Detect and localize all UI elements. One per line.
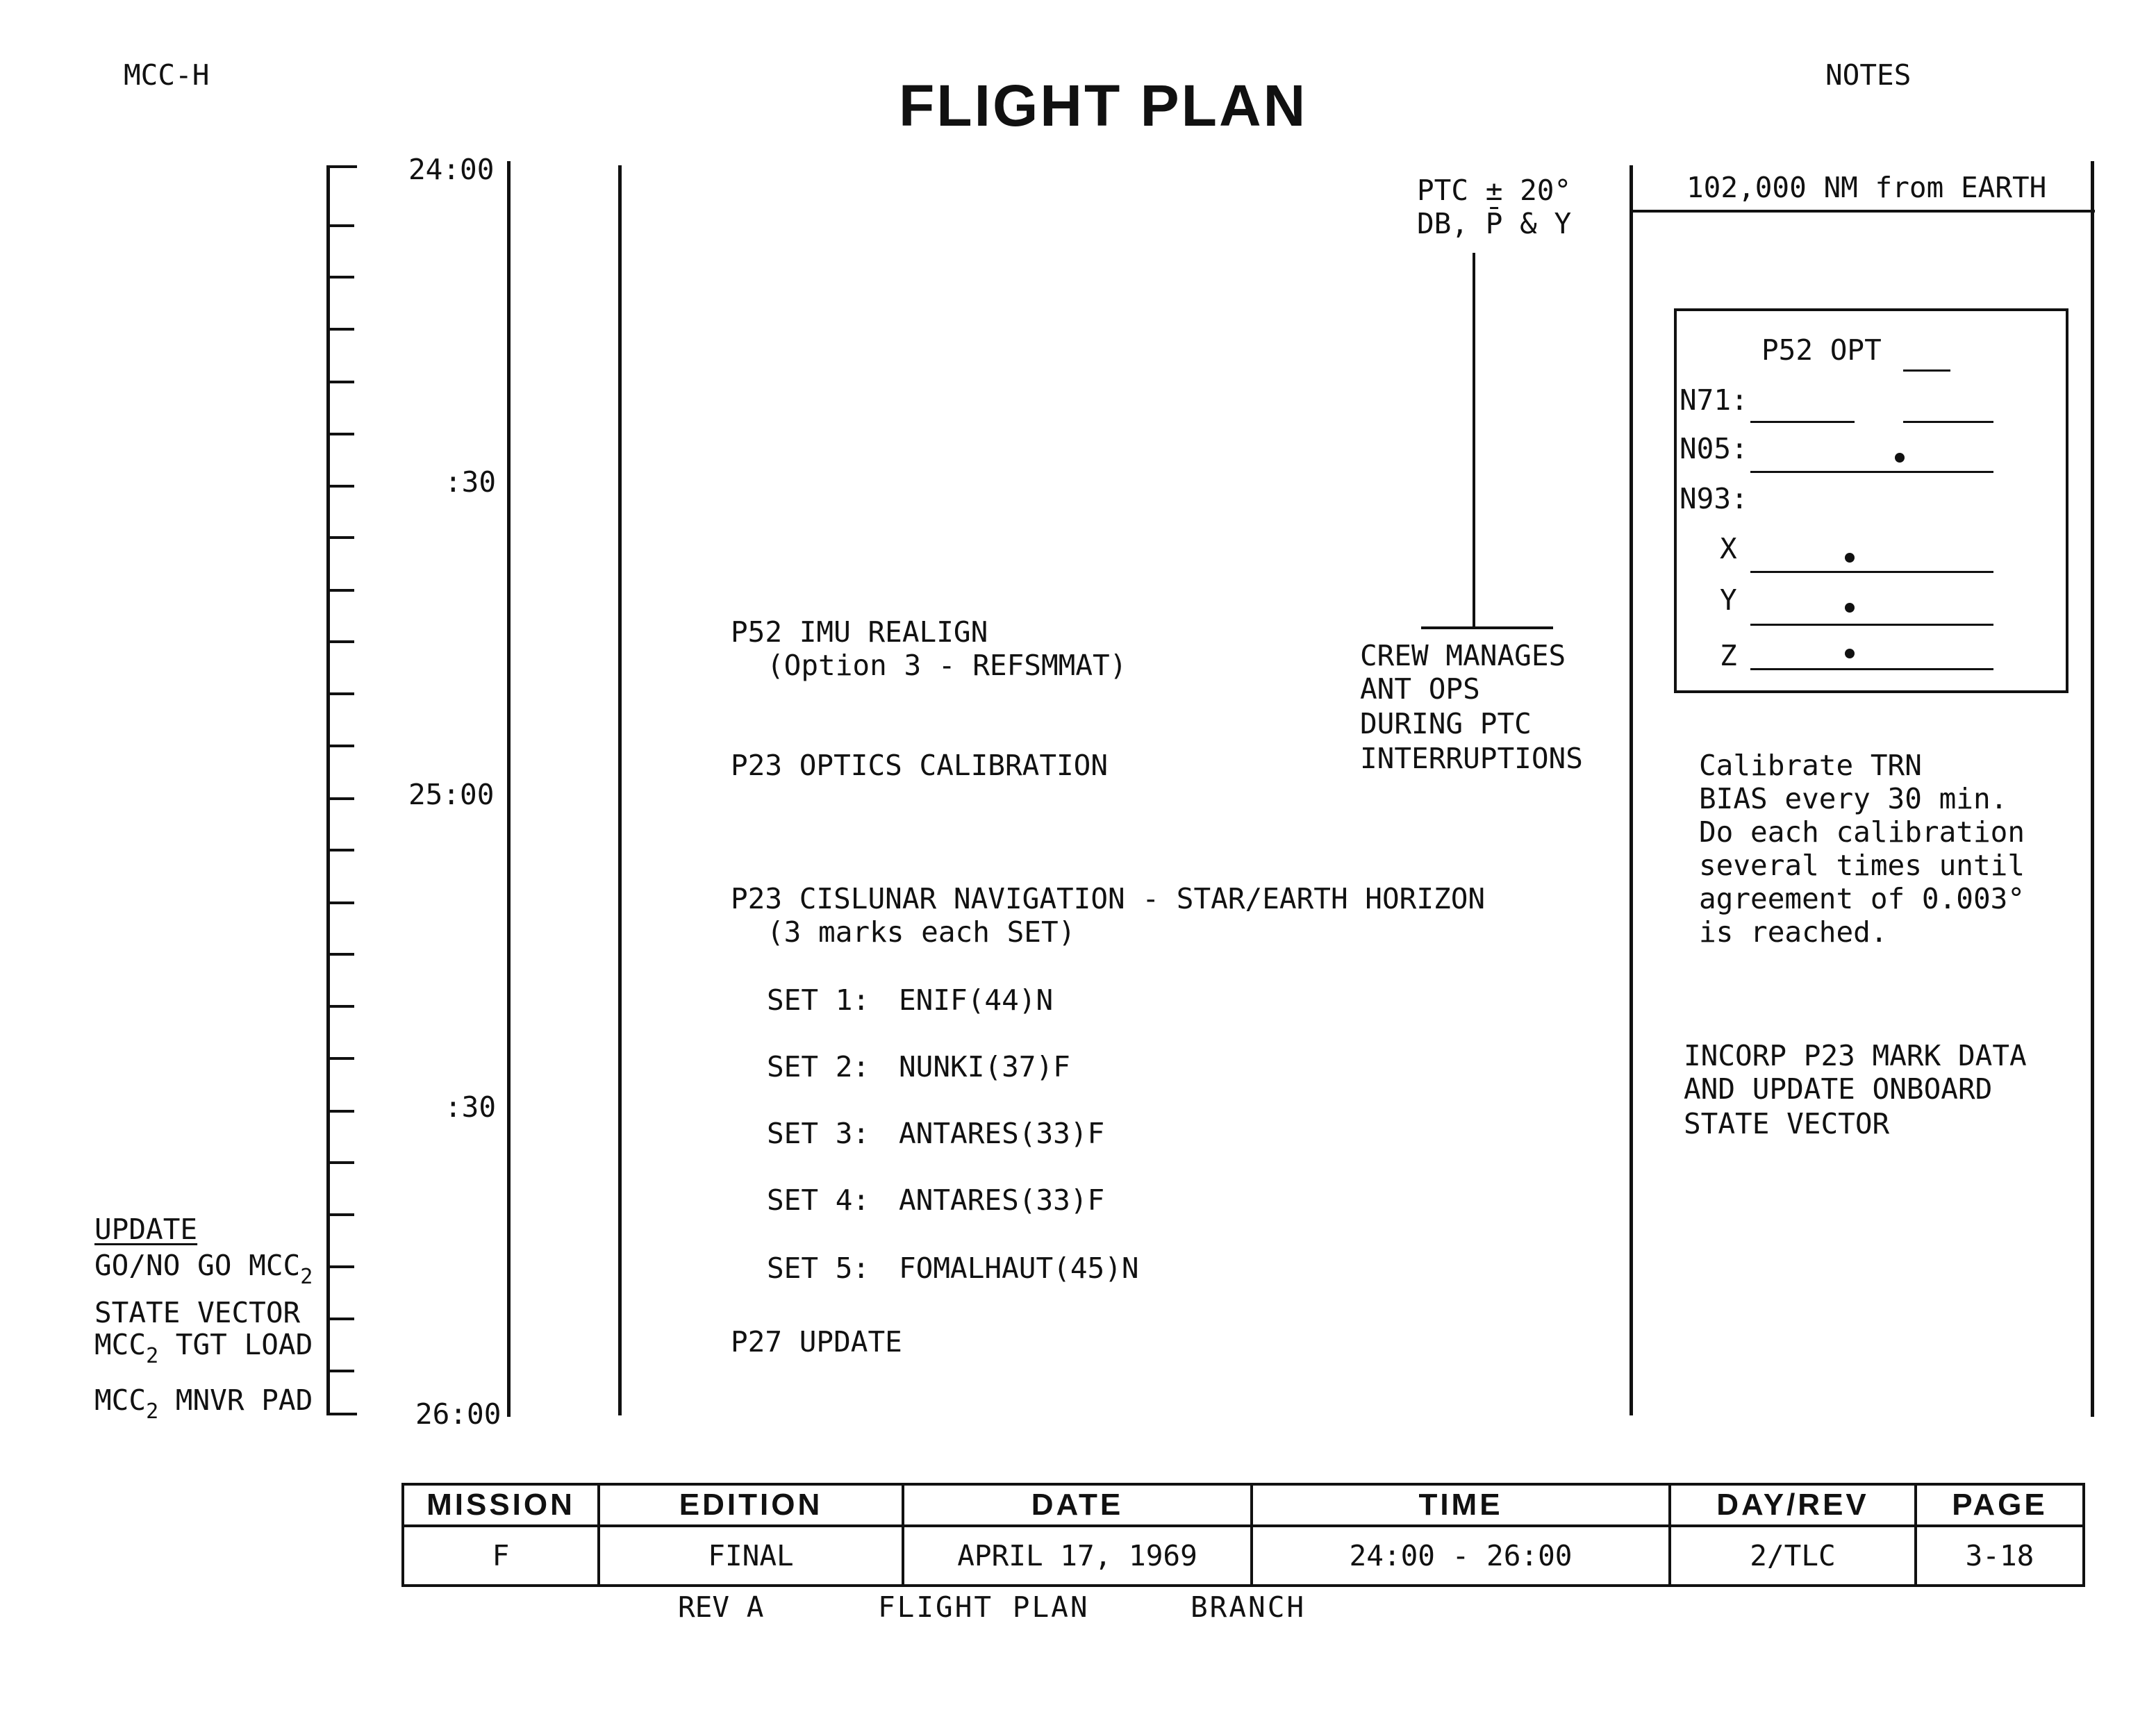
pad-blank	[1750, 668, 1993, 670]
pad-n05: N05:	[1680, 432, 1748, 465]
p27-update: P27 UPDATE	[731, 1325, 902, 1358]
ruler-tick	[326, 589, 354, 592]
ruler-tick	[326, 953, 354, 956]
time-label: :30	[445, 1090, 497, 1124]
calibration-note: is reached.	[1699, 915, 1888, 949]
footer-header-cell: EDITION	[599, 1484, 903, 1526]
ruler-tick	[326, 224, 354, 227]
p23-calibration: P23 OPTICS CALIBRATION	[731, 749, 1109, 782]
ruler-tick	[326, 1318, 354, 1320]
ruler-tick	[326, 381, 354, 383]
incorp-note: INCORP P23 MARK DATA	[1684, 1039, 2027, 1072]
p52-option: (Option 3 - REFSMMAT)	[767, 649, 1127, 682]
decimal-point	[1845, 649, 1855, 658]
footer-header-cell: PAGE	[1916, 1484, 2084, 1526]
calibration-note: Calibrate TRN	[1699, 749, 1922, 782]
pad-n71: N71:	[1680, 383, 1748, 417]
ruler-tick	[326, 1161, 354, 1164]
pad-title: P52 OPT	[1761, 333, 1882, 367]
column-divider	[507, 161, 511, 1417]
time-label: :30	[445, 465, 497, 499]
ruler-tick	[326, 1413, 357, 1415]
calibration-note: Do each calibration	[1699, 815, 2025, 849]
ruler-tick	[326, 1370, 354, 1372]
ptc-attitude: PTC ± 20°	[1417, 174, 1572, 207]
ruler-tick	[326, 433, 354, 435]
pad-x: X	[1720, 532, 1737, 565]
ruler-tick	[326, 797, 354, 800]
crew-note: DURING PTC	[1360, 707, 1532, 740]
header-left-label: MCC-H	[124, 58, 210, 92]
ruler-tick	[326, 1265, 354, 1268]
decimal-point	[1895, 453, 1905, 463]
ruler-tick	[326, 640, 354, 643]
tgt-load-label: $MCC_2$ TGT LOAD	[94, 1328, 313, 1368]
pad-blank	[1750, 421, 1855, 423]
column-divider	[1630, 165, 1633, 1415]
p23-marks: (3 marks each SET)	[767, 915, 1076, 949]
branch-label: FLIGHT PLAN	[878, 1590, 1090, 1624]
footer-header-row	[403, 1484, 2084, 1526]
ruler-tick	[326, 328, 354, 331]
time-label: 25:00	[408, 778, 495, 811]
pad-n93: N93:	[1680, 482, 1748, 515]
state-vector-label: STATE VECTOR	[94, 1296, 301, 1329]
pad-blank	[1750, 471, 1993, 473]
pad-blank	[1750, 571, 1993, 573]
footer-header-cell: DATE	[903, 1484, 1252, 1526]
go-no-go-label: GO/NO GO $MCC_2$	[94, 1249, 313, 1289]
ptc-duration-bar	[1473, 253, 1475, 628]
ruler-tick	[326, 1213, 354, 1216]
footer-header-cell: TIME	[1252, 1484, 1670, 1526]
footer-value-cell: FINAL	[599, 1526, 903, 1586]
footer-value-cell: F	[403, 1526, 599, 1586]
decimal-point	[1845, 553, 1855, 563]
ruler-tick	[326, 849, 354, 851]
ptc-duration-end	[1421, 626, 1553, 629]
ruler-tick	[326, 485, 354, 488]
ruler-tick	[326, 745, 354, 747]
pad-blank	[1903, 369, 1950, 372]
set-star: ENIF(44)N	[899, 983, 1054, 1017]
set-label: SET 5:	[767, 1252, 870, 1285]
footer-header-cell: MISSION	[403, 1484, 599, 1526]
page-title: FLIGHT PLAN	[899, 73, 1308, 138]
p52-activity: P52 IMU REALIGN	[731, 615, 988, 649]
crew-note: INTERRUPTIONS	[1360, 742, 1583, 775]
revision-label: REV A	[678, 1590, 764, 1624]
set-label: SET 2:	[767, 1050, 870, 1083]
notes-header: NOTES	[1825, 58, 1912, 92]
ruler-tick	[326, 165, 357, 168]
ruler-tick	[326, 692, 354, 695]
ruler-tick	[326, 1110, 354, 1113]
ruler-tick	[326, 901, 354, 904]
footer-value-cell: 2/TLC	[1670, 1526, 1916, 1586]
crew-note: CREW MANAGES	[1360, 639, 1566, 672]
pad-blank	[1903, 421, 1993, 423]
notes-divider	[1632, 210, 2095, 213]
footer-table	[401, 1483, 2085, 1587]
footer-value-cell: 24:00 - 26:00	[1252, 1526, 1670, 1586]
ruler-tick	[326, 276, 354, 279]
set-star: ANTARES(33)F	[899, 1117, 1105, 1150]
set-star: FOMALHAUT(45)N	[899, 1252, 1139, 1285]
distance-note: 102,000 NM from EARTH	[1686, 171, 2047, 204]
pad-y: Y	[1720, 583, 1737, 617]
p23-navigation: P23 CISLUNAR NAVIGATION - STAR/EARTH HORIZON	[731, 882, 1486, 915]
set-star: NUNKI(37)F	[899, 1050, 1070, 1083]
ruler-tick	[326, 1057, 354, 1060]
crew-note: ANT OPS	[1360, 672, 1480, 706]
calibration-note: BIAS every 30 min.	[1699, 782, 2008, 815]
footer-value-cell: 3-18	[1916, 1526, 2084, 1586]
set-label: SET 4:	[767, 1183, 870, 1217]
set-label: SET 3:	[767, 1117, 870, 1150]
branch-label: BRANCH	[1191, 1590, 1307, 1624]
calibration-note: agreement of 0.003°	[1699, 882, 2025, 915]
ruler-tick	[326, 1005, 354, 1008]
pad-z: Z	[1720, 639, 1737, 672]
incorp-note: AND UPDATE ONBOARD	[1684, 1072, 1993, 1106]
column-divider	[618, 165, 622, 1415]
ruler-spine	[326, 165, 330, 1415]
incorp-note: STATE VECTOR	[1684, 1107, 1890, 1140]
set-star: ANTARES(33)F	[899, 1183, 1105, 1217]
update-label: UPDATE	[94, 1213, 198, 1246]
deadband-label: DB, P̄ & Y	[1417, 207, 1572, 240]
footer-header-cell: DAY/REV	[1670, 1484, 1916, 1526]
footer-value-cell: APRIL 17, 1969	[903, 1526, 1252, 1586]
time-label: 26:00	[415, 1397, 501, 1431]
mnvr-pad-label: $MCC_2$ MNVR PAD	[94, 1383, 313, 1424]
footer-value-row	[403, 1526, 2084, 1586]
calibration-note: several times until	[1699, 849, 2025, 882]
decimal-point	[1845, 603, 1855, 613]
column-divider	[2091, 161, 2094, 1417]
set-label: SET 1:	[767, 983, 870, 1017]
time-label: 24:00	[408, 153, 495, 186]
ruler-tick	[326, 536, 354, 539]
pad-blank	[1750, 624, 1993, 626]
